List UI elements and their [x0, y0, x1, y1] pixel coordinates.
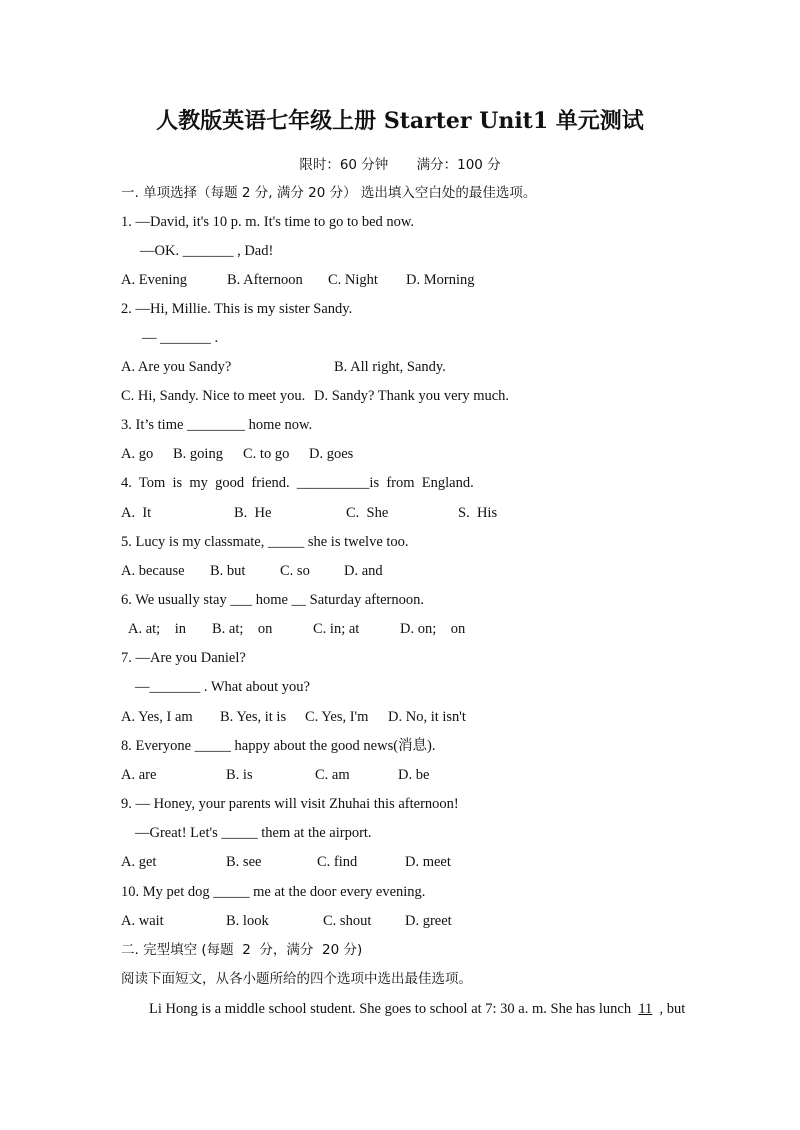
option-c: C. in; at — [313, 621, 360, 637]
option-b: B. see — [226, 854, 262, 870]
option-d: D. Sandy? Thank you very much. — [314, 388, 510, 404]
option-c: C. find — [317, 854, 358, 870]
option-c: C. She — [346, 505, 389, 521]
passage-first-line — [149, 1000, 685, 1018]
option-d: D. No, it isn't — [388, 709, 466, 725]
option-a: A. wait — [121, 913, 164, 929]
option-a: A. go — [121, 446, 154, 462]
option-d: D. on; on — [400, 621, 466, 637]
option-b: B. He — [234, 505, 272, 521]
option-a: A. Evening — [121, 272, 188, 288]
question-3-text: 3. It’s time ________ home now. — [121, 417, 313, 433]
option-d: S. His — [458, 505, 498, 521]
page-title: 人教版英语七年级上册 Starter Unit1 单元测试 — [156, 108, 644, 134]
option-c: C. Hi, Sandy. Nice to meet you. — [121, 388, 306, 404]
blank-11 — [635, 1001, 656, 1017]
question-4-text: 4. Tom is my good friend. __________is from England. — [121, 475, 474, 491]
option-a: A. at; in — [128, 621, 186, 637]
full-score: 满分：100 分 — [416, 157, 501, 173]
option-a: A. Are you Sandy? — [121, 359, 232, 375]
option-d: D. goes — [309, 446, 354, 462]
section2-instruction: 阅读下面短文，从各小题所给的四个选项中选出最佳选项。 — [121, 971, 472, 987]
question-5-text: 5. Lucy is my classmate, _____ she is twelve too. — [121, 534, 409, 550]
option-b: B. Yes, it is — [220, 709, 287, 725]
option-b: B. Afternoon — [227, 272, 303, 288]
option-c: C. am — [315, 767, 350, 783]
blank-11-number: 11 — [638, 1001, 653, 1017]
option-c: C. so — [280, 563, 310, 579]
option-b: B. look — [226, 913, 269, 929]
option-a: A. It — [121, 505, 152, 521]
question-6-text: 6. We usually stay ___ home __ Saturday afternoon. — [121, 592, 425, 608]
passage-text-continued: , but — [655, 1001, 686, 1017]
exam-meta — [0, 153, 800, 173]
question-9-reply: —Great! Let's _____ them at the airport. — [135, 825, 372, 841]
option-b: B. is — [226, 767, 253, 783]
question-9-text: 9. — Honey, your parents will visit Zhuhai this afternoon! — [121, 796, 459, 812]
option-a: A. Yes, I am — [121, 709, 193, 725]
option-d: D. Morning — [406, 272, 475, 288]
option-c: C. shout — [323, 913, 372, 929]
question-1-reply: —OK. _______ , Dad! — [140, 243, 274, 259]
option-c: C. Night — [328, 272, 378, 288]
option-a: A. are — [121, 767, 157, 783]
option-b: B. but — [210, 563, 246, 579]
option-d: D. and — [344, 563, 383, 579]
option-d: D. greet — [405, 913, 452, 929]
option-c: C. Yes, I'm — [305, 709, 369, 725]
section2-heading: 二. 完型填空 (每题 2 分，满分 20 分) — [121, 942, 363, 958]
option-b: B. going — [173, 446, 223, 462]
question-2-reply: — _______ . — [142, 330, 219, 346]
passage-text: Li Hong is a middle school student. She goes to school at 7: 30 a. m. She has lunch — [149, 1001, 635, 1017]
question-2-text: 2. —Hi, Millie. This is my sister Sandy. — [121, 301, 353, 317]
option-d: D. meet — [405, 854, 451, 870]
question-7-text: 7. —Are you Daniel? — [121, 650, 246, 666]
question-7-reply: —_______ . What about you? — [135, 679, 310, 695]
time-limit: 限时：60 分钟 — [299, 157, 389, 173]
option-b: B. at; on — [212, 621, 273, 637]
question-1-text: 1. —David, it's 10 p. m. It's time to go to bed now. — [121, 214, 415, 230]
question-10-text: 10. My pet dog _____ me at the door every evening. — [121, 884, 426, 900]
option-b: B. All right, Sandy. — [334, 359, 446, 375]
option-c: C. to go — [243, 446, 290, 462]
option-d: D. be — [398, 767, 430, 783]
option-a: A. because — [121, 563, 185, 579]
question-8-text: 8. Everyone _____ happy about the good news(消息). — [121, 738, 436, 754]
option-a: A. get — [121, 854, 157, 870]
section1-heading: 一. 单项选择（每题 2 分, 满分 20 分） 选出填入空白处的最佳选项。 — [121, 185, 537, 201]
